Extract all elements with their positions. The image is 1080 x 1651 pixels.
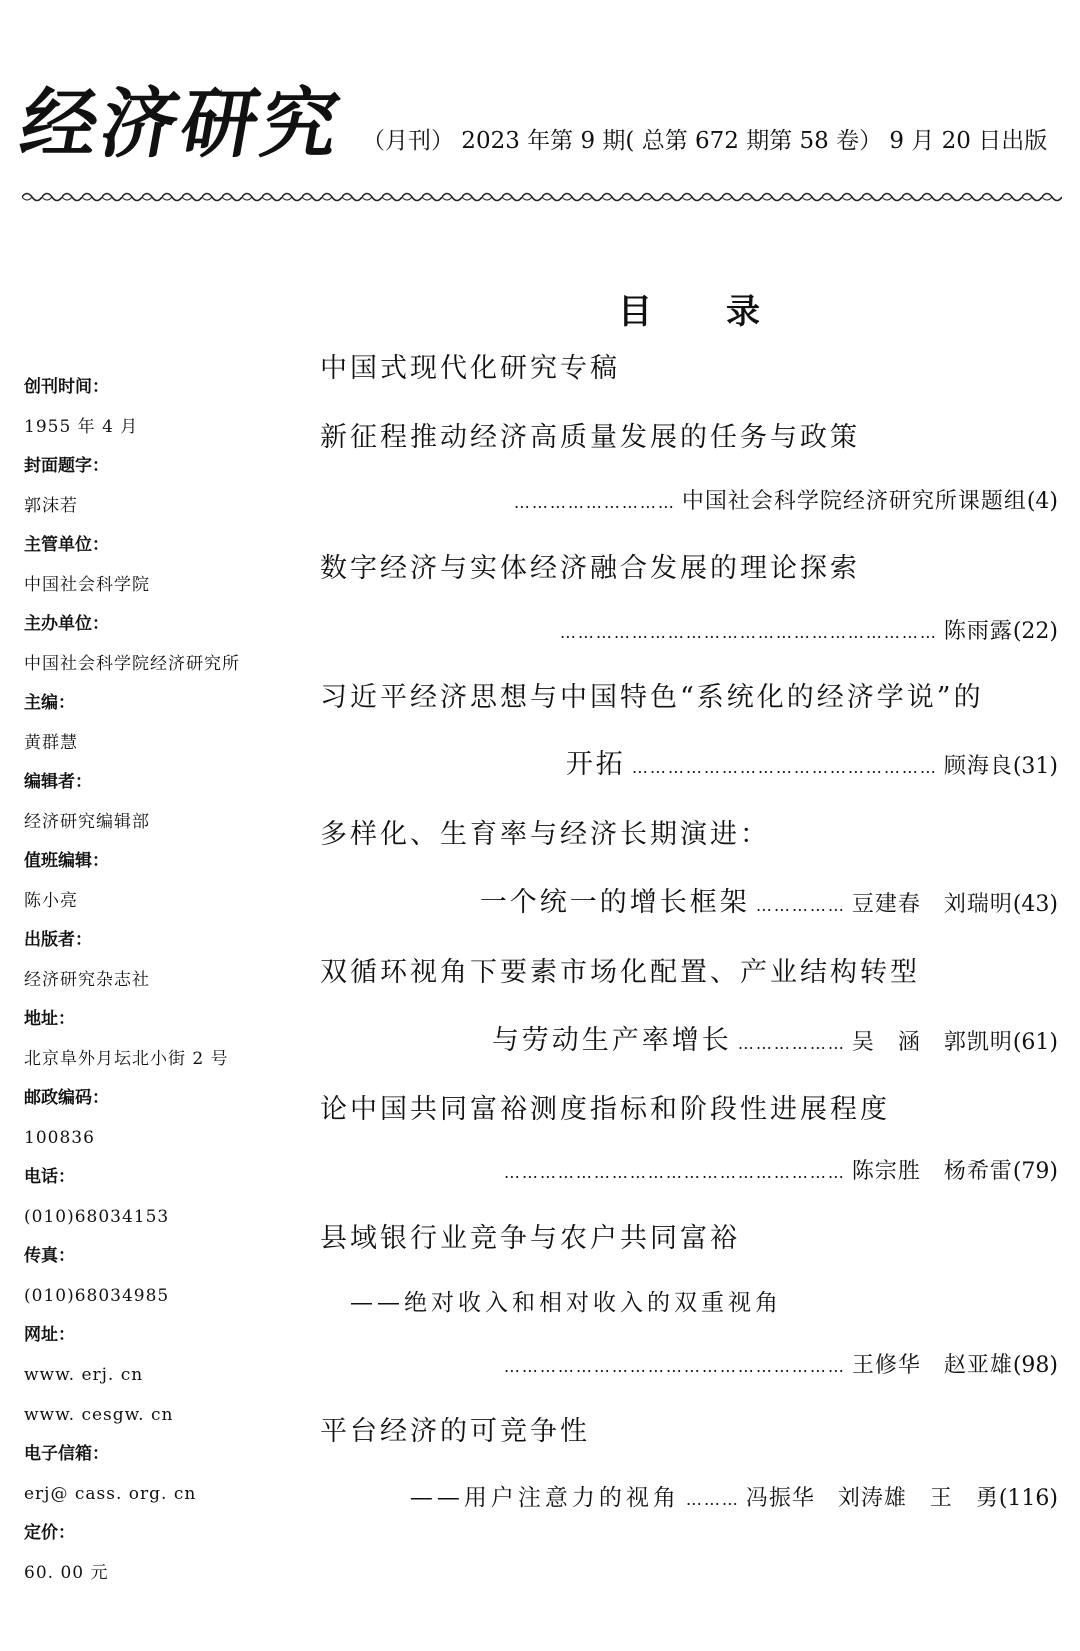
website-label: 网址： bbox=[24, 1325, 75, 1345]
article-title[interactable]: 论中国共同富裕测度指标和阶段性进展程度 bbox=[320, 1094, 890, 1125]
article-page: (43) bbox=[1012, 892, 1058, 917]
article-author: 吴 涵 郭凯明 bbox=[851, 1030, 1013, 1055]
founded-label: 创刊时间： bbox=[24, 377, 109, 397]
leader-dots: ……………………………………………………… bbox=[559, 623, 938, 642]
leader-dots: ………………………………………………… bbox=[503, 1357, 846, 1376]
section-heading: 中国式现代化研究专稿 bbox=[320, 353, 620, 384]
publication-info: （月刊） 2023 年第 9 期( 总第 672 期第 58 卷） 9 月 20 日出版 bbox=[362, 128, 1048, 154]
article-page: (61) bbox=[1012, 1030, 1058, 1055]
article-author: 顾海良 bbox=[943, 754, 1013, 779]
duty-editor-label: 值班编辑： bbox=[24, 851, 109, 871]
email-value[interactable]: erj@ cass. org. cn bbox=[24, 1484, 197, 1504]
article-title-continuation[interactable]: 与劳动生产率增长 bbox=[491, 1025, 732, 1056]
toc-title: 目录 bbox=[618, 292, 834, 332]
price-value: 60. 00 元 bbox=[24, 1563, 109, 1583]
article-page: (116) bbox=[998, 1486, 1058, 1511]
article-byline bbox=[508, 484, 1058, 515]
article-title[interactable]: 新征程推动经济高质量发展的任务与政策 bbox=[320, 422, 860, 453]
article-title-continuation[interactable]: 一个统一的增长框架 bbox=[479, 887, 750, 918]
leader-dots: ……………… bbox=[737, 1034, 846, 1053]
article-title[interactable]: 习近平经济思想与中国特色“系统化的经济学说”的 bbox=[320, 682, 984, 713]
postcode-value: 100836 bbox=[24, 1128, 95, 1148]
email-label: 电子信箱： bbox=[24, 1444, 109, 1464]
article-title[interactable]: 县域银行业竞争与农户共同富裕 bbox=[320, 1223, 740, 1254]
article-page: (79) bbox=[1012, 1159, 1058, 1184]
phone-value: (010)68034153 bbox=[24, 1207, 170, 1227]
address-label: 地址： bbox=[24, 1009, 75, 1029]
article-author: 陈雨露 bbox=[943, 619, 1013, 644]
leader-dots: …………… bbox=[755, 896, 846, 915]
article-title[interactable]: 平台经济的可竞争性 bbox=[320, 1416, 590, 1447]
decorative-divider bbox=[22, 190, 1062, 204]
editor-label: 编辑者： bbox=[24, 772, 92, 792]
postcode-label: 邮政编码： bbox=[24, 1088, 109, 1108]
leader-dots: …………………………………………… bbox=[631, 758, 938, 777]
editor-value: 经济研究编辑部 bbox=[24, 812, 150, 832]
article-author: 王修华 赵亚雄 bbox=[851, 1353, 1013, 1378]
masthead-sidebar bbox=[24, 368, 304, 1593]
article-title[interactable]: 数字经济与实体经济融合发展的理论探索 bbox=[320, 553, 860, 584]
sponsor-label: 主办单位： bbox=[24, 614, 109, 634]
leader-dots: ……… bbox=[685, 1490, 740, 1509]
article-title-continuation[interactable]: 开拓 bbox=[565, 749, 626, 780]
article-byline bbox=[410, 1479, 1058, 1512]
article-author: 冯振华 刘涛雄 王 勇 bbox=[745, 1486, 999, 1511]
article-byline bbox=[498, 1348, 1058, 1379]
article-author: 中国社会科学院经济研究所课题组 bbox=[681, 489, 1027, 514]
article-title[interactable]: 多样化、生育率与经济长期演进： bbox=[320, 819, 770, 850]
cover-calligraphy-label: 封面题字： bbox=[24, 456, 109, 476]
cover-calligraphy-value: 郭沫若 bbox=[24, 496, 78, 516]
publisher-value: 经济研究杂志社 bbox=[24, 970, 150, 990]
article-byline bbox=[554, 614, 1058, 645]
article-byline bbox=[492, 1018, 1058, 1057]
website-value-1[interactable]: www. erj. cn bbox=[24, 1365, 144, 1385]
article-author: 陈宗胜 杨希雷 bbox=[851, 1159, 1013, 1184]
founded-value: 1955 年 4 月 bbox=[24, 417, 139, 437]
leader-dots: ……………………… bbox=[513, 493, 676, 512]
price-label: 定价： bbox=[24, 1523, 75, 1543]
article-page: (22) bbox=[1012, 619, 1058, 644]
supervisor-value: 中国社会科学院 bbox=[24, 575, 150, 595]
publisher-label: 出版者： bbox=[24, 930, 92, 950]
article-page: (31) bbox=[1012, 754, 1058, 779]
fax-value: (010)68034985 bbox=[24, 1286, 170, 1306]
article-page: (98) bbox=[1012, 1353, 1058, 1378]
address-value: 北京阜外月坛北小街 2 号 bbox=[24, 1049, 229, 1069]
article-byline bbox=[498, 1154, 1058, 1185]
duty-editor-value: 陈小亮 bbox=[24, 891, 78, 911]
article-author: 豆建春 刘瑞明 bbox=[851, 892, 1013, 917]
article-byline bbox=[566, 742, 1058, 781]
phone-label: 电话： bbox=[24, 1167, 75, 1187]
fax-label: 传真： bbox=[24, 1246, 75, 1266]
journal-logo: 经济研究 bbox=[14, 79, 350, 168]
sponsor-value: 中国社会科学院经济研究所 bbox=[24, 654, 240, 674]
article-subtitle: ——用户注意力的视角 bbox=[409, 1485, 680, 1511]
article-subtitle: ——绝对收入和相对收入的双重视角 bbox=[350, 1290, 782, 1316]
supervisor-label: 主管单位： bbox=[24, 535, 109, 555]
article-title[interactable]: 双循环视角下要素市场化配置、产业结构转型 bbox=[320, 957, 920, 988]
editor-in-chief-value: 黄群慧 bbox=[24, 733, 78, 753]
website-value-2[interactable]: www. cesgw. cn bbox=[24, 1405, 174, 1425]
leader-dots: ………………………………………………… bbox=[503, 1163, 846, 1182]
article-page: (4) bbox=[1026, 489, 1058, 514]
editor-in-chief-label: 主编： bbox=[24, 693, 75, 713]
article-byline bbox=[480, 880, 1058, 919]
